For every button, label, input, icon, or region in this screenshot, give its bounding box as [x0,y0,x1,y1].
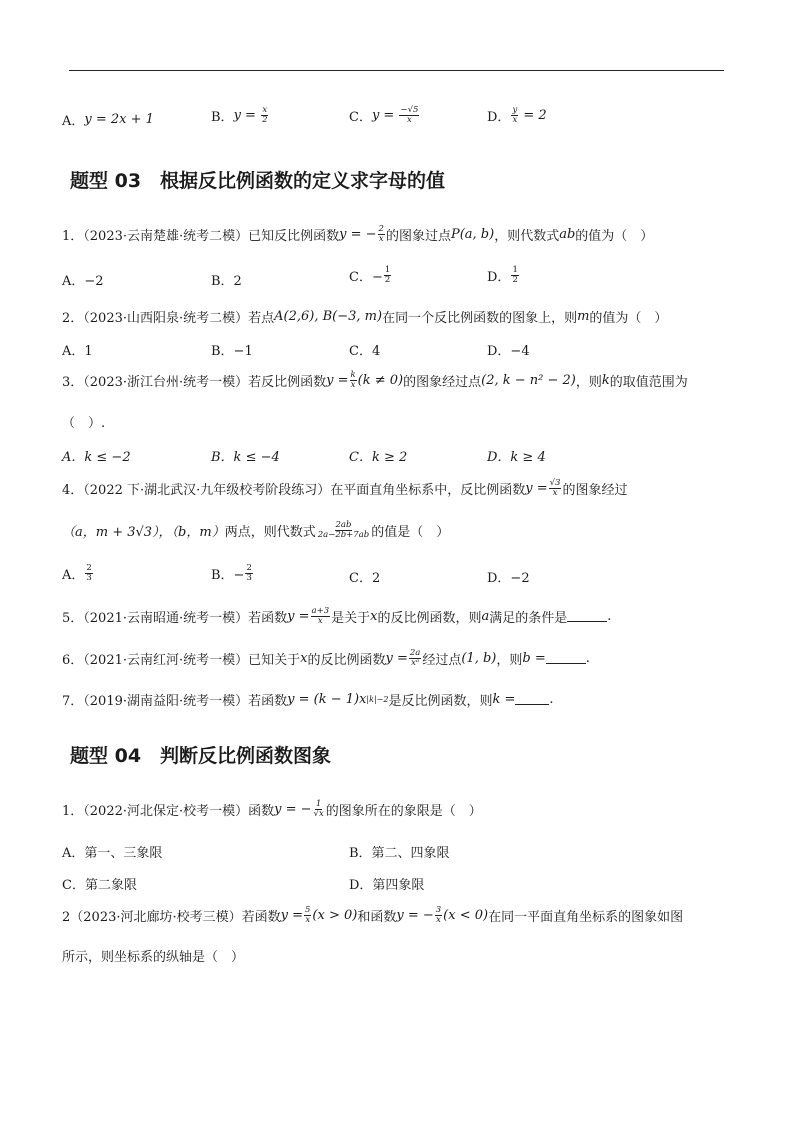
answer-blank [567,611,607,622]
p1-option-c: C．第二象限 [62,878,137,893]
q3-option-c: C．k ≥ 2 [349,450,408,465]
option-d: D． $\frac{y}{x}$ = 2 [487,105,547,125]
section-03-title: 题型 03 根据反比例函数的定义求字母的值 [70,170,446,192]
problem-2: 2（2023·河北廊坊·校考三模）若函数 y = $\frac{5}{x}$ (x > 0) 和函数 y = − $\frac{3}{x}$ (x < 0) 在同一平面直角坐标系的图象如图 [62,905,684,925]
q1-option-b: B．2 [211,274,242,289]
q4-line-2: （a，m + 3√3），（b，m） 两点，则代数式 $\frac{2ab}{2a-2b+7ab}$ 的值是（ ） [62,520,450,540]
q2-option-c: C．4 [349,344,381,359]
question-3: 3．（2023·浙江台州·统考一模）若反比例函数 y = $\frac{k}{x}$ (k ≠ 0) 的图象经过点 (2, k − n² − 2) ，则 k 的取值范围为 [62,370,688,390]
section-04-title: 题型 04 判断反比例函数图象 [70,745,332,767]
q3-option-d: D．k ≥ 4 [487,450,546,465]
q4-option-c: C．2 [349,571,381,586]
q1-option-c: C．− $\frac{1}{2}$ [349,265,391,285]
answer-blank [546,653,586,664]
option-b: B． y = $\frac{x}{2}$ [211,105,268,125]
q4-option-a: A． $\frac{2}{3}$ [62,563,92,583]
q3-line-2: （ ）. [62,416,106,431]
q2-option-a: A．1 [62,344,93,359]
p1-option-b: B．第二、四象限 [349,846,450,861]
p1-option-d: D．第四象限 [349,878,425,893]
question-1: 1．（2023·云南楚雄·统考二模）已知反比例函数 y = − $\frac{2}{x}$ 的图象过点 P(a, b) ，则代数式 ab 的值为（ ） [62,224,654,244]
option-a: A． y = 2x + 1 [62,112,154,129]
p2-line-2: 所示，则坐标系的纵轴是（ ） [62,950,245,965]
question-7: 7．（2019·湖南益阳·统考一模）若函数 y = (k − 1)x |k|−2 是反比例函数，则 k = . [62,692,554,709]
problem-1: 1．（2022·河北保定·校考一模）函数 y = − $\frac{1}{√x}$ 的图象所在的象限是（ ） [62,799,482,819]
q3-option-b: B．k ≤ −4 [211,450,280,465]
q2-option-d: D．−4 [487,344,530,359]
answer-blank [515,694,549,705]
q3-option-a: A．k ≤ −2 [62,450,131,465]
p1-option-a: A．第一、三象限 [62,846,163,861]
fraction: $\frac{x}{2}$ [262,105,268,125]
option-c: C． y = $\frac{-√5}{x}$ [349,105,419,125]
question-6: 6．（2021·云南红河·统考一模）已知关于 x 的反比例函数 y = $\frac{2a}{\text{xᵃ}}$ 经过点 (1, b) ，则 b = . [62,648,590,668]
q1-option-d: D． $\frac{1}{2}$ [487,265,518,285]
q2-option-b: B．−1 [211,344,253,359]
fraction: $\frac{y}{x}$ [512,105,518,125]
q1-option-a: A．−2 [62,274,104,289]
fraction: $\frac{-√5}{x}$ [400,105,419,125]
header-rule [69,70,724,71]
q4-option-d: D．−2 [487,571,530,586]
question-2: 2．（2023·山西阳泉·统考二模）若点 A(2,6), B(−3, m) 在同一个反比例函数的图象上，则 m 的值为（ ） [62,309,668,326]
question-4: 4．（2022 下·湖北武汉·九年级校考阶段练习）在平面直角坐标系中，反比例函数 y = $\frac{√3}{x}$ 的图象经过 [62,478,628,498]
q4-option-b: B．− $\frac{2}{3}$ [211,563,252,583]
question-5: 5．（2021·云南昭通·统考一模）若函数 y = $\frac{a+3}{x}$ 是关于 x 的反比例函数，则 a 满足的条件是 . [62,606,612,626]
